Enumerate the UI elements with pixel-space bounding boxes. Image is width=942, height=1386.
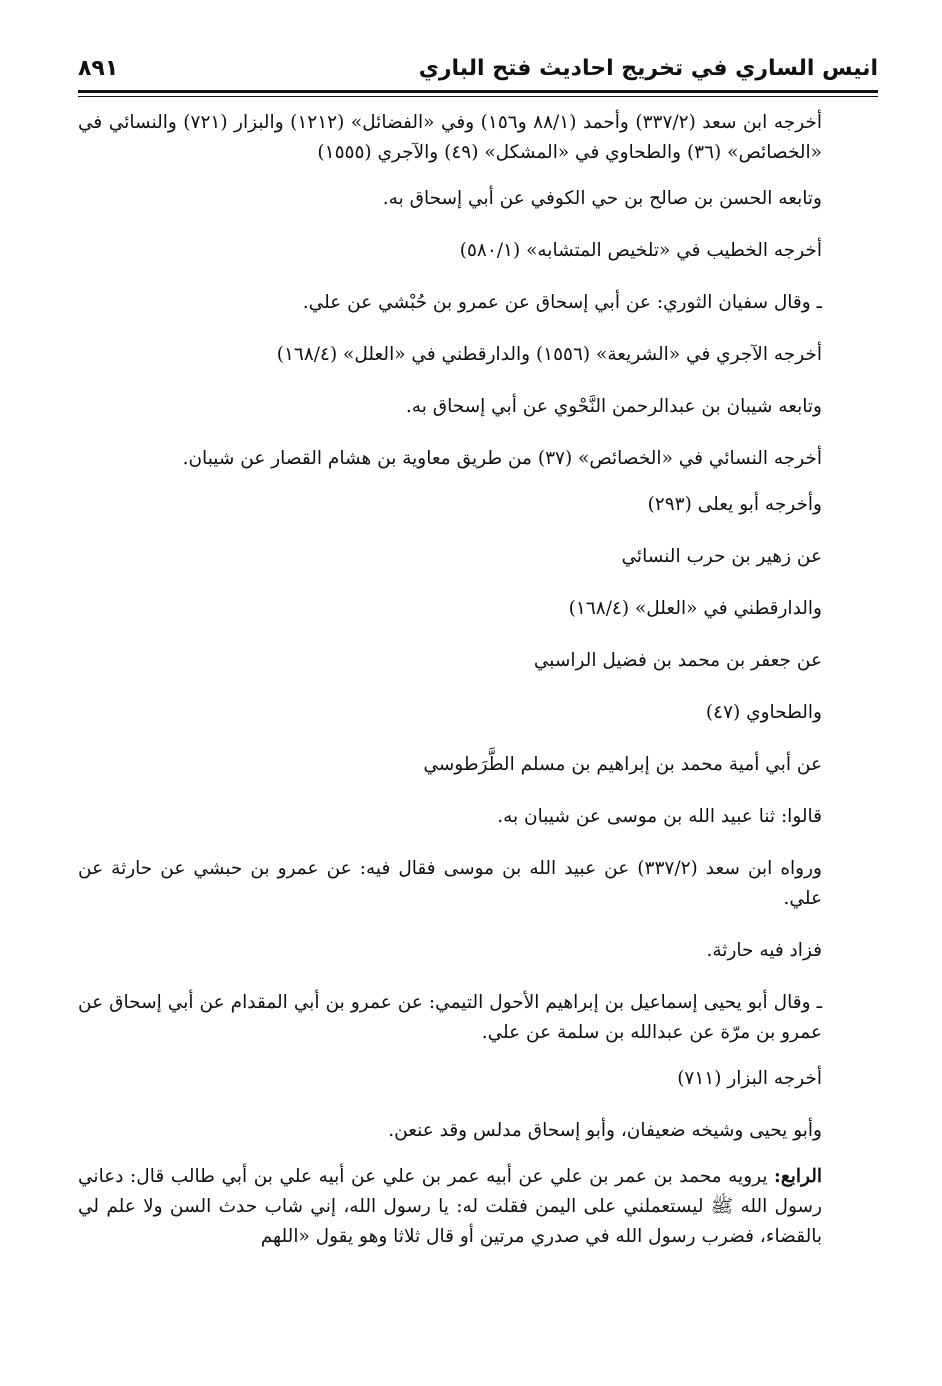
page-number: ٨٩١ bbox=[78, 56, 119, 81]
paragraph: أخرجه الخطيب في «تلخيص المتشابه» (٥٨٠/١) bbox=[459, 240, 822, 261]
paragraph: قالوا: ثنا عبيد الله بن موسى عن شيبان به. bbox=[497, 806, 822, 827]
page-header bbox=[78, 52, 878, 88]
paragraph: عن زهير بن حرب النسائي bbox=[621, 546, 822, 567]
paragraph: وتابعه الحسن بن صالح بن حي الكوفي عن أبي إسحاق به. bbox=[382, 188, 822, 209]
paragraph: أخرجه ابن سعد (٣٣٧/٢) وأحمد (٨٨/١ و١٥٦) وفي «الفضائل» (١٢١٢) والبزار (٧٢١) والنسائي في «الخصائص» (٣٦) والطحاوي في «المشكل» (٤٩) والآجري (١٥٥٥) bbox=[78, 112, 822, 163]
paragraph: ـ وقال سفيان الثوري: عن أبي إسحاق عن عمرو بن حُبْشي عن علي. bbox=[302, 292, 822, 313]
paragraph: عن جعفر بن محمد بن فضيل الراسبي bbox=[533, 650, 822, 671]
paragraph: ورواه ابن سعد (٣٣٧/٢) عن عبيد الله بن موسى فقال فيه: عن عمرو بن حبشي عن حارثة عن علي. bbox=[78, 858, 822, 909]
final-paragraph bbox=[78, 1162, 878, 1252]
paragraph: أخرجه النسائي في «الخصائص» (٣٧) من طريق معاوية بن هشام القصار عن شيبان. bbox=[182, 448, 822, 469]
book-title: انيس الساري في تخريج احاديث فتح الباري bbox=[418, 56, 878, 81]
paragraph: وأخرجه أبو يعلى (٢٩٣) bbox=[647, 494, 822, 515]
header-rule bbox=[78, 90, 878, 93]
final-paragraph-text: يرويه محمد بن عمر بن علي عن أبيه عمر بن علي عن أبيه علي بن أبي طالب قال: دعاني رسول الله ﷺ ليستعملني على اليمن فقلت له: يا رسول الله، إني شاب حدث السن ولا علم لي بالقضاء، فضرب رسول الله في صدري مرتين أو قال ثلاثا وهو يقول «اللهم bbox=[78, 1166, 822, 1247]
paragraph: وتابعه شيبان بن عبدالرحمن النَّحْوي عن أبي إسحاق به. bbox=[405, 396, 822, 417]
paragraph: وأبو يحيى وشيخه ضعيفان، وأبو إسحاق مدلس وقد عنعن. bbox=[388, 1120, 822, 1141]
paragraph: عن أبي أمية محمد بن إبراهيم بن مسلم الطَّرَطوسي bbox=[423, 754, 822, 775]
paragraph: والدارقطني في «العلل» (١٦٨/٤) bbox=[568, 598, 822, 619]
header-rule-thin bbox=[78, 96, 878, 97]
paragraph: ـ وقال أبو يحيى إسماعيل بن إبراهيم الأحول التيمي: عن عمرو بن أبي المقدام عن أبي إسحاق عن عمرو بن مرّة عن عبدالله بن سلمة عن علي. bbox=[78, 992, 822, 1043]
paragraph: أخرجه الآجري في «الشريعة» (١٥٥٦) والدارقطني في «العلل» (١٦٨/٤) bbox=[276, 344, 822, 365]
paragraph: أخرجه البزار (٧١١) bbox=[677, 1068, 822, 1089]
section-lead: الرابع: bbox=[774, 1166, 822, 1187]
paragraph: فزاد فيه حارثة. bbox=[706, 940, 822, 961]
body-text bbox=[78, 108, 878, 1252]
paragraph: والطحاوي (٤٧) bbox=[705, 702, 822, 723]
